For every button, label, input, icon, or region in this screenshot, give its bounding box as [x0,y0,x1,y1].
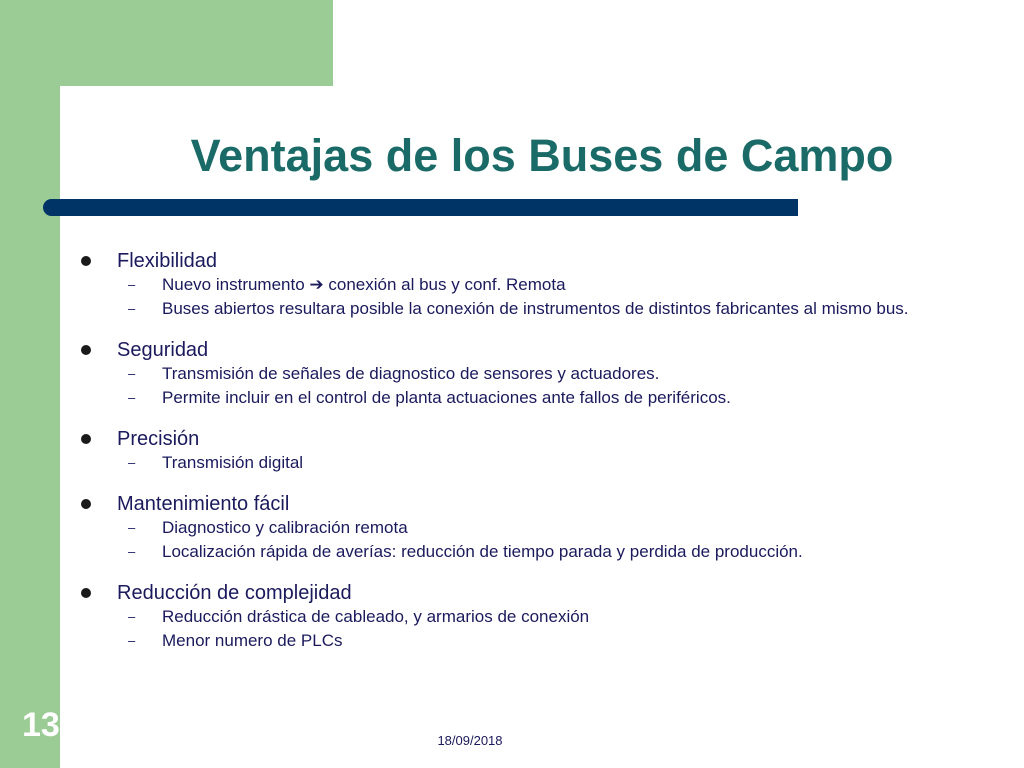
bullet-section-flexibilidad [80,247,980,319]
bullet-section-precision [80,425,980,473]
dash-icon: – [128,390,136,405]
bullet-heading: Precisión [117,427,200,450]
slide-content [80,247,980,668]
sub-bullet-text: Localización rápida de averías: reducción de tiempo parada y perdida de producción. [162,542,803,561]
bullet-heading: Flexibilidad [117,249,218,272]
sub-bullet-item [80,542,980,562]
dash-icon: – [128,277,136,292]
dash-icon: – [128,455,136,470]
bullet-heading: Mantenimiento fácil [117,492,290,515]
sub-bullet-text: Permite incluir en el control de planta actuaciones ante fallos de periféricos. [162,388,731,407]
bullet-item [80,490,980,518]
bullet-heading: Reducción de complejidad [117,581,352,604]
top-green-frame [0,0,333,86]
sub-bullet-item [80,453,980,473]
title-underline-bar [43,199,798,216]
bullet-section-mantenimiento [80,490,980,562]
bullet-section-seguridad [80,336,980,408]
slide-title: Ventajas de los Buses de Campo [190,130,894,181]
slide-number: 13 [22,706,60,744]
bullet-item [80,247,980,275]
sub-bullet-text: Buses abiertos resultara posible la conexión de instrumentos de distintos fabricantes al mismo bus. [162,299,909,318]
bullet-item [80,336,980,364]
bullet-dot-icon [81,588,91,598]
sub-bullet-item [80,275,980,295]
sub-bullet-item [80,518,980,538]
sub-bullet-item [80,364,980,384]
left-green-frame [0,0,60,768]
sub-bullet-text: Diagnostico y calibración remota [162,518,408,537]
bullet-dot-icon [81,434,91,444]
dash-icon: – [128,609,136,624]
slide-date: 18/09/2018 [437,733,503,748]
sub-bullet-text: Reducción drástica de cableado, y armarios de conexión [162,607,590,626]
bullet-dot-icon [81,256,91,266]
bullet-dot-icon [81,499,91,509]
bullet-item [80,425,980,453]
dash-icon: – [128,633,136,648]
sub-bullet-text: Menor numero de PLCs [162,631,343,650]
sub-bullet-text: Nuevo instrumento ➔ conexión al bus y conf. Remota [162,275,566,294]
dash-icon: – [128,520,136,535]
sub-bullet-text: Transmisión de señales de diagnostico de sensores y actuadores. [162,364,660,383]
bullet-section-complejidad [80,579,980,651]
bullet-dot-icon [81,345,91,355]
sub-bullet-item [80,299,980,319]
sub-bullet-text: Transmisión digital [162,453,304,472]
bullet-heading: Seguridad [117,338,209,361]
sub-bullet-item [80,607,980,627]
dash-icon: – [128,366,136,381]
sub-bullet-item [80,388,980,408]
bullet-item [80,579,980,607]
dash-icon: – [128,301,136,316]
sub-bullet-item [80,631,980,651]
dash-icon: – [128,544,136,559]
